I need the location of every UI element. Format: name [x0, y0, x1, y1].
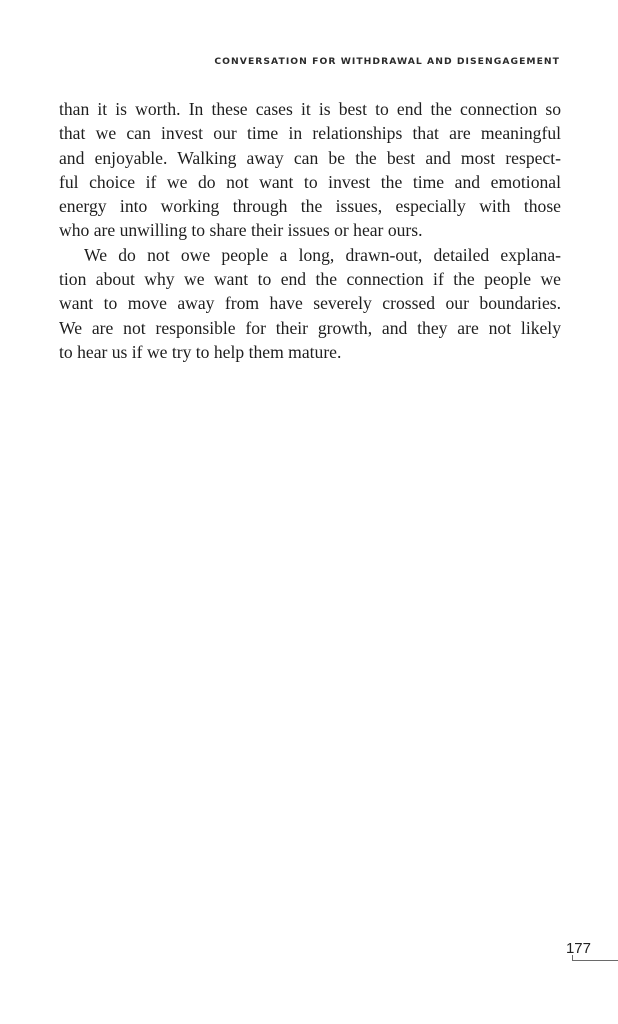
- text-line: We are not responsible for their growth, and they are not likely: [59, 317, 561, 338]
- text-line: want to move away from have severely crossed our boundaries.: [59, 293, 561, 314]
- text-line: than it is worth. In these cases it is best to end the connection so: [59, 99, 561, 119]
- text-line: ful choice if we do not want to invest the time and emotional: [59, 171, 561, 192]
- text-line: tion about why we want to end the connection if the people we: [59, 269, 561, 290]
- text-line: and enjoyable. Walking away can be the best and most respect-: [59, 147, 561, 168]
- text-line: energy into working through the issues, especially with those: [59, 196, 561, 217]
- text-line: who are unwilling to share their issues or hear ours.: [59, 220, 423, 241]
- page-number: 177: [565, 940, 591, 957]
- folio-rule: [572, 960, 618, 961]
- paragraph-2: [59, 243, 561, 364]
- text-line: We do not owe people a long, drawn-out, detailed explana-: [84, 244, 561, 265]
- running-head: CONVERSATION FOR WITHDRAWAL AND DISENGAGEMENT: [214, 56, 560, 67]
- text-line: to hear us if we try to help them mature.: [59, 341, 342, 362]
- text-line: that we can invest our time in relationships that are meaningful: [59, 123, 561, 144]
- body-text: [59, 97, 561, 364]
- paragraph-1: [59, 97, 561, 243]
